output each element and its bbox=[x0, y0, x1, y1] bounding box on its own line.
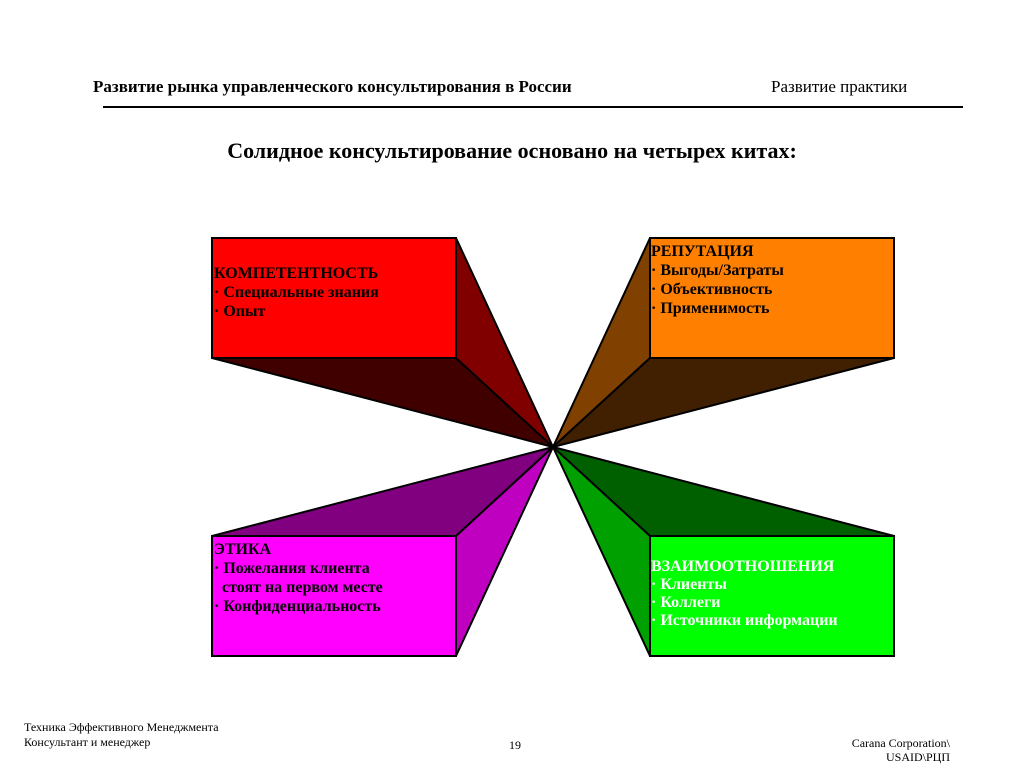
page-number: 19 bbox=[509, 738, 521, 752]
slide-subtitle: Солидное консультирование основано на четырех китах: bbox=[227, 138, 797, 163]
pillar-reputation-text bbox=[651, 242, 784, 318]
pillar-competence-item: · Специальные знания bbox=[214, 284, 379, 301]
pillar-reputation-item: · Объективность bbox=[651, 281, 773, 298]
pillar-ethics-item: · Конфиденциальность bbox=[214, 598, 381, 615]
pillar-reputation-item: · Выгоды/Затраты bbox=[651, 262, 784, 279]
footer-sponsor: USAID\РЦП bbox=[885, 750, 950, 764]
pillar-reputation-item: · Применимость bbox=[651, 300, 770, 317]
pillar-ethics-heading: ЭТИКА bbox=[214, 541, 272, 558]
pillar-relationships-text bbox=[651, 558, 838, 630]
footer-course-subtitle: Консультант и менеджер bbox=[24, 735, 151, 749]
pillar-reputation-heading: РЕПУТАЦИЯ bbox=[651, 243, 754, 260]
pillar-ethics-item: · Пожелания клиента bbox=[214, 560, 370, 577]
footer-company: Carana Corporation\ bbox=[851, 736, 950, 750]
footer-right bbox=[852, 736, 950, 764]
pillar-relationships-item: · Источники информации bbox=[651, 612, 838, 629]
pillar-competence-heading: КОМПЕТЕНТНОСТЬ bbox=[214, 265, 379, 282]
footer-course-title: Техника Эффективного Менеджмента bbox=[24, 720, 219, 734]
pillar-ethics-item: стоят на первом месте bbox=[214, 579, 383, 596]
pillar-relationships-item: · Клиенты bbox=[651, 576, 727, 593]
page-section-label: Развитие практики bbox=[771, 77, 908, 96]
pillar-competence-item: · Опыт bbox=[214, 303, 266, 320]
footer-left bbox=[24, 720, 219, 750]
pillar-competence-text bbox=[214, 264, 379, 321]
page-header-title: Развитие рынка управленческого консультирования в России bbox=[93, 77, 572, 96]
pillar-relationships-item: · Коллеги bbox=[651, 594, 721, 611]
pillar-ethics-text bbox=[214, 540, 383, 616]
pillar-relationships-heading: ВЗАИМООТНОШЕНИЯ bbox=[651, 558, 835, 575]
